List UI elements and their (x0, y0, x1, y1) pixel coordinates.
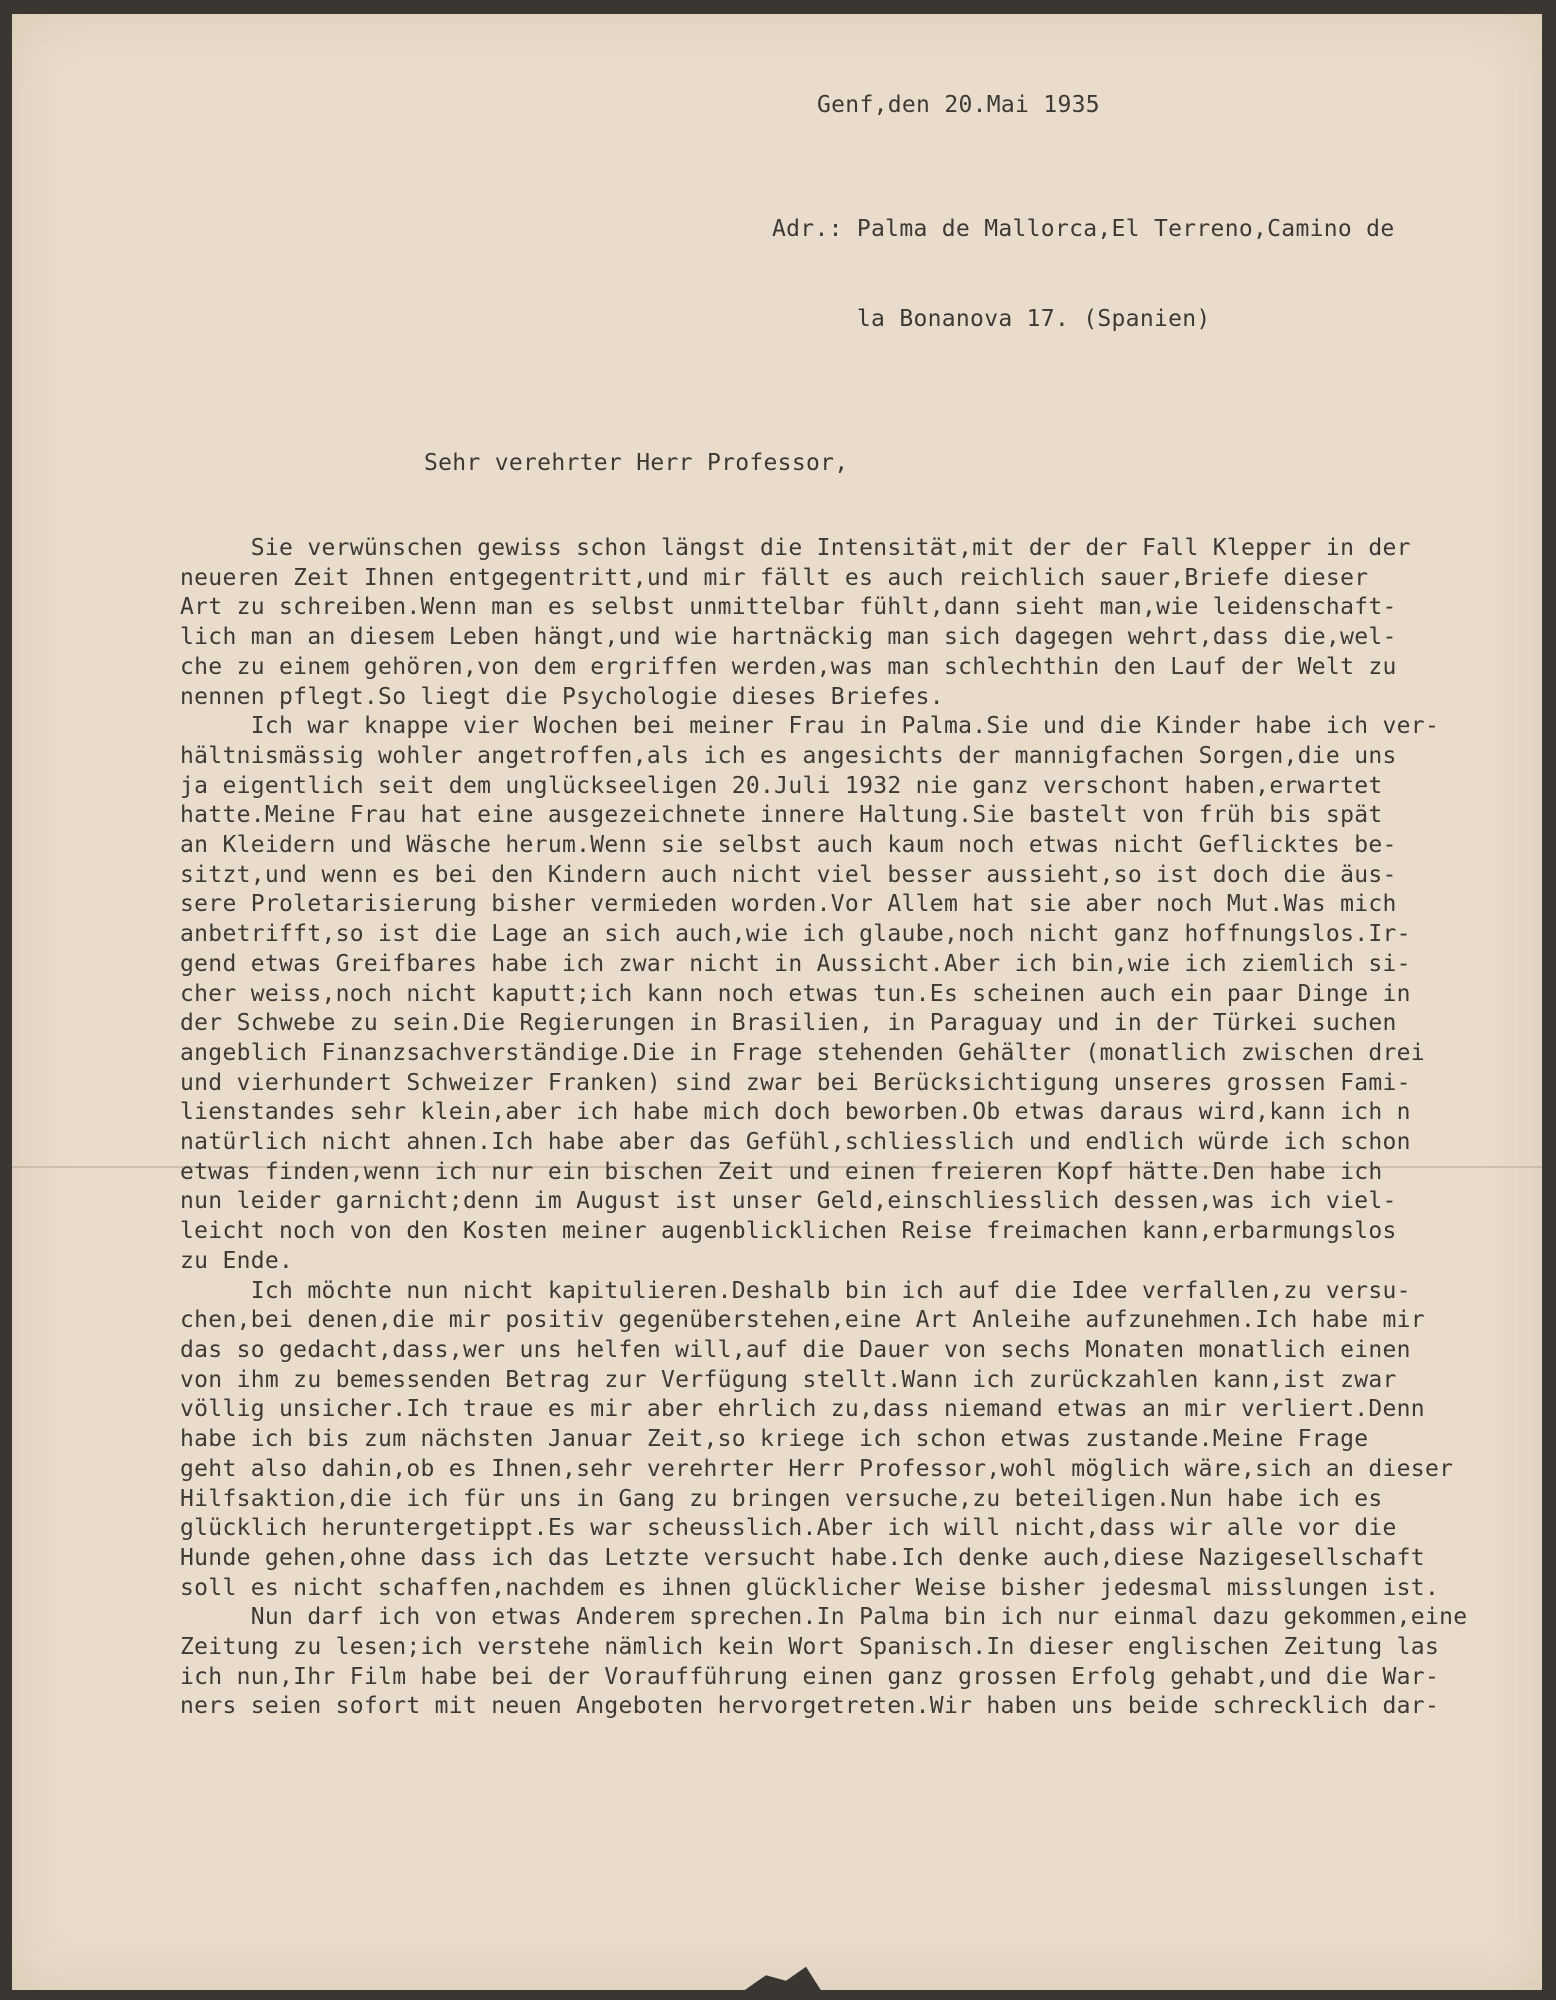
body-line: Hunde gehen,ohne dass ich das Letzte versucht habe.Ich denke auch,diese Nazigesellschaft (180, 1544, 1425, 1571)
body-line: der Schwebe zu sein.Die Regierungen in Brasilien, in Paraguay und in der Türkei suchen (180, 1010, 1397, 1037)
body-line: ners seien sofort mit neuen Angeboten hervorgetreten.Wir haben uns beide schrecklich dar- (180, 1693, 1440, 1720)
body-line: sitzt,und wenn es bei den Kindern auch nicht viel besser aussieht,so ist doch die äus- (180, 861, 1397, 888)
body-line: nennen pflegt.So liegt die Psychologie dieses Briefes. (180, 683, 944, 710)
body-line: soll es nicht schaffen,nachdem es ihnen glücklicher Weise bisher jedesmal misslungen ist. (180, 1574, 1440, 1601)
body-line: Nun darf ich von etwas Anderem sprechen.In Palma bin ich nur einmal dazu gekommen,eine (180, 1604, 1468, 1631)
body-line: Hilfsaktion,die ich für uns in Gang zu bringen versuche,zu beteiligen.Nun habe ich es (180, 1485, 1383, 1512)
body-line: leicht noch von den Kosten meiner augenblicklichen Reise freimachen kann,erbarmungslos (180, 1218, 1397, 1245)
body-line: natürlich nicht ahnen.Ich habe aber das Gefühl,schliesslich und endlich würde ich schon (180, 1129, 1411, 1156)
body-line: das so gedacht,dass,wer uns helfen will,auf die Dauer von sechs Monaten monatlich einen (180, 1336, 1411, 1363)
body-line: Sie verwünschen gewiss schon längst die Intensität,mit der der Fall Klepper in der (180, 535, 1411, 561)
body-line: hatte.Meine Frau hat eine ausgezeichnete innere Haltung.Sie bastelt von früh bis spät (180, 802, 1383, 829)
body-line: Zeitung zu lesen;ich verstehe nämlich kein Wort Spanisch.In dieser englischen Zeitung las (180, 1634, 1440, 1661)
letter-date: Genf,den 20.Mai 1935 (817, 92, 1100, 118)
body-line: anbetrifft,so ist die Lage an sich auch,wie ich glaube,noch nicht ganz hoffnungslos.Ir- (180, 921, 1411, 948)
body-line: chen,bei denen,die mir positiv gegenüberstehen,eine Art Anleihe aufzunehmen.Ich habe mir (180, 1307, 1425, 1334)
sender-address (772, 154, 1394, 394)
body-line: angeblich Finanzsachverständige.Die in Frage stehenden Gehälter (monatlich zwischen drei (180, 1039, 1425, 1066)
address-line: Adr.: Palma de Mallorca,El Terreno,Camino de (772, 216, 1395, 242)
salutation: Sehr verehrter Herr Professor, (424, 450, 849, 476)
body-line: und vierhundert Schweizer Franken) sind zwar bei Berücksichtigung unseres grossen Fami- (180, 1069, 1411, 1096)
body-line: che zu einem gehören,von dem ergriffen werden,was man schlechthin den Lauf der Welt zu (180, 653, 1397, 680)
body-line: Ich möchte nun nicht kapitulieren.Deshalb bin ich auf die Idee verfallen,zu versu- (180, 1277, 1411, 1304)
body-line: geht also dahin,ob es Ihnen,sehr verehrter Herr Professor,wohl möglich wäre,sich an dieser (180, 1455, 1454, 1482)
body-line: ich nun,Ihr Film habe bei der Voraufführung einen ganz grossen Erfolg gehabt,und die War- (180, 1663, 1440, 1690)
body-line: habe ich bis zum nächsten Januar Zeit,so kriege ich schon etwas zustande.Meine Frage (180, 1426, 1369, 1453)
body-line: etwas finden,wenn ich nur ein bischen Zeit und einen freieren Kopf hätte.Den habe ich (180, 1158, 1383, 1185)
letter-sheet (12, 14, 1542, 1990)
body-line: von ihm zu bemessenden Betrag zur Verfügung stellt.Wann ich zurückzahlen kann,ist zwar (180, 1366, 1397, 1393)
address-line: la Bonanova 17. (Spanien) (772, 306, 1211, 332)
body-line: hältnismässig wohler angetroffen,als ich es angesichts der mannigfachen Sorgen,die uns (180, 742, 1397, 769)
body-line: sere Proletarisierung bisher vermieden worden.Vor Allem hat sie aber noch Mut.Was mich (180, 891, 1397, 918)
body-line: zu Ende. (180, 1247, 294, 1274)
body-line: ja eigentlich seit dem unglückseeligen 20.Juli 1932 nie ganz verschont haben,erwartet (180, 772, 1383, 799)
body-line: an Kleidern und Wäsche herum.Wenn sie selbst auch kaum noch etwas nicht Geflicktes be- (180, 832, 1397, 859)
body-line: Art zu schreiben.Wenn man es selbst unmittelbar fühlt,dann sieht man,wie leidenschaft- (180, 594, 1397, 621)
paper-tear (742, 1964, 822, 1992)
body-line: Ich war knappe vier Wochen bei meiner Frau in Palma.Sie und die Kinder habe ich ver- (180, 713, 1440, 740)
letter-body (180, 534, 1467, 1722)
body-line: glücklich heruntergetippt.Es war scheusslich.Aber ich will nicht,dass wir alle vor die (180, 1515, 1397, 1542)
body-line: lienstandes sehr klein,aber ich habe mich doch beworben.Ob etwas daraus wird,kann ich n (180, 1099, 1411, 1126)
body-line: nun leider garnicht;denn im August ist unser Geld,einschliesslich dessen,was ich viel- (180, 1188, 1397, 1215)
body-line: gend etwas Greifbares habe ich zwar nicht in Aussicht.Aber ich bin,wie ich ziemlich si- (180, 950, 1411, 977)
body-line: lich man an diesem Leben hängt,und wie hartnäckig man sich dagegen wehrt,dass die,wel- (180, 624, 1397, 651)
body-line: völlig unsicher.Ich traue es mir aber ehrlich zu,dass niemand etwas an mir verliert.Denn (180, 1396, 1425, 1423)
body-line: neueren Zeit Ihnen entgegentritt,und mir fällt es auch reichlich sauer,Briefe dieser (180, 564, 1369, 591)
body-line: cher weiss,noch nicht kaputt;ich kann noch etwas tun.Es scheinen auch ein paar Dinge in (180, 980, 1411, 1007)
